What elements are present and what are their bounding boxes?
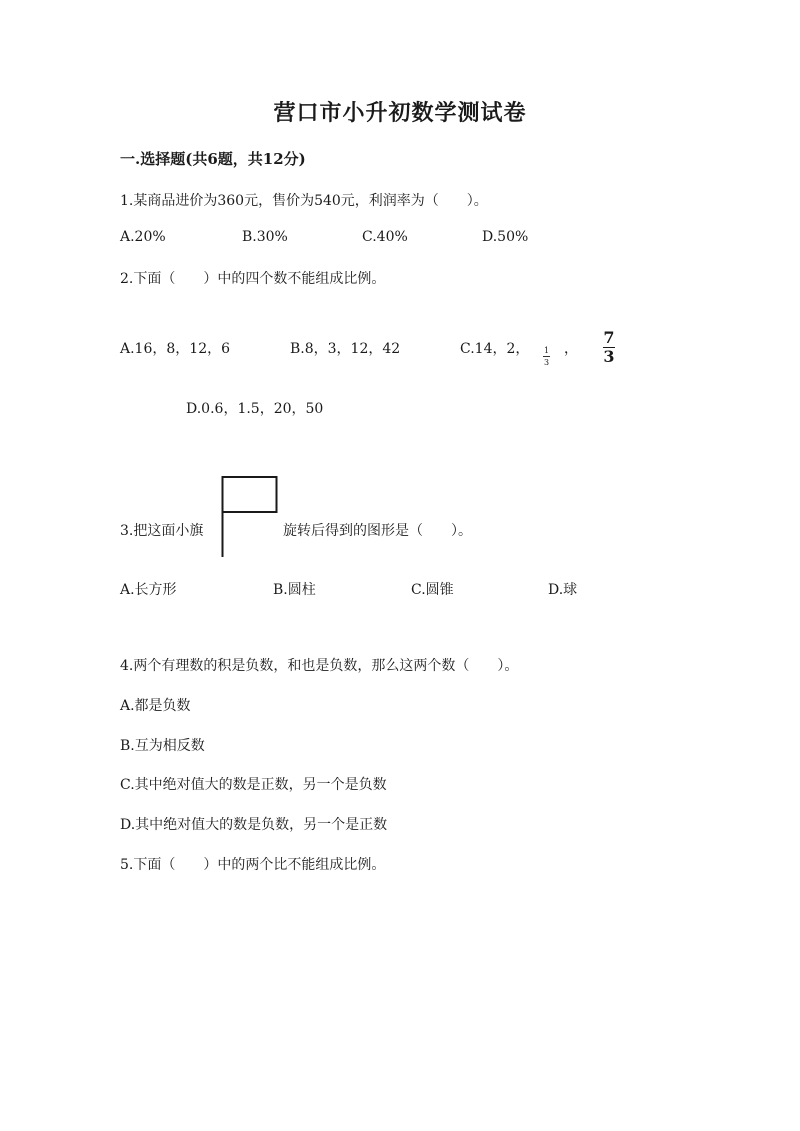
question-4-option-d: D.其中绝对值大的数是负数，另一个是正数 — [120, 817, 388, 833]
question-2-option-d: D.0.6，1.5，20，50 — [186, 401, 324, 417]
question-5-text: 5.下面（ ）中的两个比不能组成比例。 — [120, 857, 386, 873]
question-3-text-after: 旋转后得到的图形是（ ）。 — [283, 523, 472, 539]
question-1-option-d: D.50% — [482, 229, 529, 245]
question-2-option-a: A.16，8，12，6 — [120, 341, 231, 357]
question-3-text-before: 3.把这面小旗 — [120, 523, 204, 539]
question-2-option-c-prefix: C.14，2， — [460, 341, 530, 357]
fraction-bar — [543, 356, 550, 357]
question-4-option-c: C.其中绝对值大的数是正数，另一个是负数 — [120, 777, 387, 793]
fraction-denominator: 3 — [543, 358, 550, 367]
question-2-fraction-large — [603, 330, 615, 365]
fraction-numerator: 7 — [603, 328, 615, 347]
fraction-numerator: 1 — [543, 346, 550, 355]
page-title: 营口市小升初数学测试卷 — [273, 100, 527, 126]
fraction-denominator: 3 — [603, 347, 615, 366]
question-2-text: 2.下面（ ）中的四个数不能组成比例。 — [120, 271, 386, 287]
question-2-fraction-small — [543, 346, 550, 367]
question-2-option-c-separator: ， — [564, 341, 578, 357]
section-heading: 一.选择题(共6题，共12分) — [120, 150, 306, 168]
question-1-option-b: B.30% — [242, 229, 288, 245]
question-1-option-a: A.20% — [120, 229, 166, 245]
question-3-option-b: B.圆柱 — [273, 582, 316, 598]
question-2-option-b: B.8，3，12，42 — [290, 341, 401, 357]
flag-icon — [219, 475, 281, 559]
question-1-text: 1.某商品进价为360元，售价为540元，利润率为（ ）。 — [120, 193, 488, 209]
question-3-option-d: D.球 — [548, 582, 578, 598]
question-3-option-a: A.长方形 — [120, 582, 177, 598]
question-1-option-c: C.40% — [362, 229, 408, 245]
question-3-option-c: C.圆锥 — [411, 582, 454, 598]
question-4-option-b: B.互为相反数 — [120, 738, 205, 754]
question-4-option-a: A.都是负数 — [120, 698, 191, 714]
question-4-text: 4.两个有理数的积是负数，和也是负数，那么这两个数（ ）。 — [120, 658, 519, 674]
